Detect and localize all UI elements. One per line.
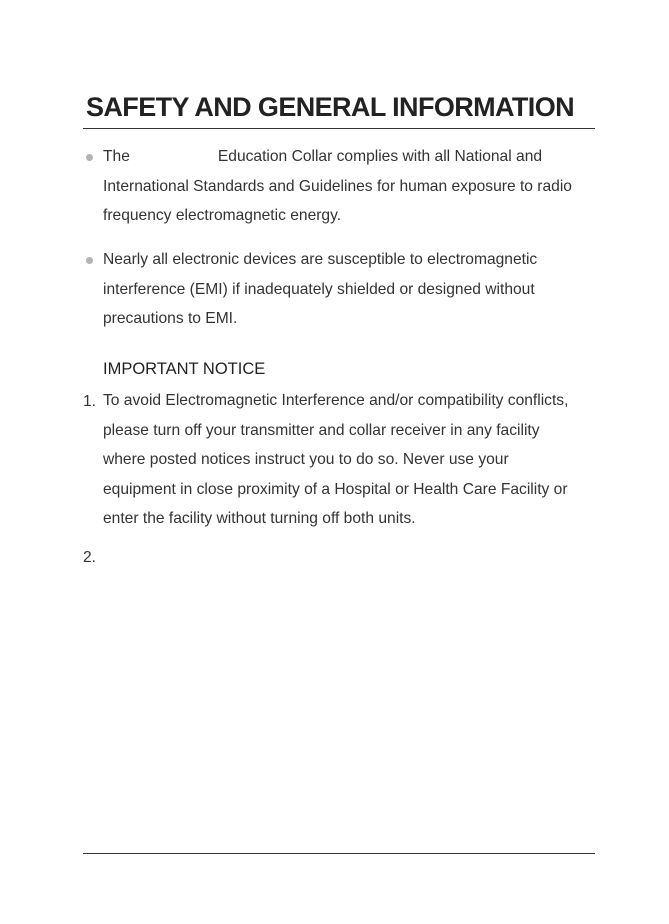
bullet-1-line-2: International Standards and Guidelines for human exposure to radio — [103, 177, 572, 195]
bullet-2-line-3: precautions to EMI. — [103, 310, 238, 328]
notice-1-line-3: where posted notices instruct you to do so. Never use your — [103, 451, 509, 469]
bullet-1-line-3: frequency electromagnetic energy. — [103, 207, 342, 225]
footer-rule — [83, 853, 595, 854]
bullet-2-line-1: Nearly all electronic devices are susceptible to electromagnetic — [103, 251, 538, 268]
notice-item-1-number: 1. — [83, 393, 97, 410]
notice-1-line-4: equipment in close proximity of a Hospital or Health Care Facility or — [103, 480, 568, 498]
bullet-paragraph-1 — [103, 142, 598, 231]
notice-item-1-text — [103, 386, 598, 534]
bullet-dot-icon — [86, 154, 93, 161]
bullet-1-line-1 — [103, 142, 598, 172]
bullet-2-line-2: interference (EMI) if inadequately shielded or designed without — [103, 280, 535, 298]
bullet-1-line-1-pre: The — [103, 148, 130, 165]
bullet-dot-icon — [86, 257, 93, 264]
notice-1-line-2: please turn off your transmitter and collar receiver in any facility — [103, 421, 540, 439]
important-notice-heading: IMPORTANT NOTICE — [103, 360, 266, 378]
notice-1-line-5: enter the facility without turning off both units. — [103, 510, 416, 528]
bullet-1-line-1-post: Education Collar complies with all National and — [217, 148, 543, 165]
page-title: SAFETY AND GENERAL INFORMATION — [86, 92, 575, 122]
bullet-paragraph-2 — [103, 245, 598, 334]
notice-1-line-1: To avoid Electromagnetic Interference and/or compatibility conflicts, — [103, 392, 569, 409]
notice-item-2-number: 2. — [83, 549, 97, 566]
title-underline — [83, 128, 595, 129]
